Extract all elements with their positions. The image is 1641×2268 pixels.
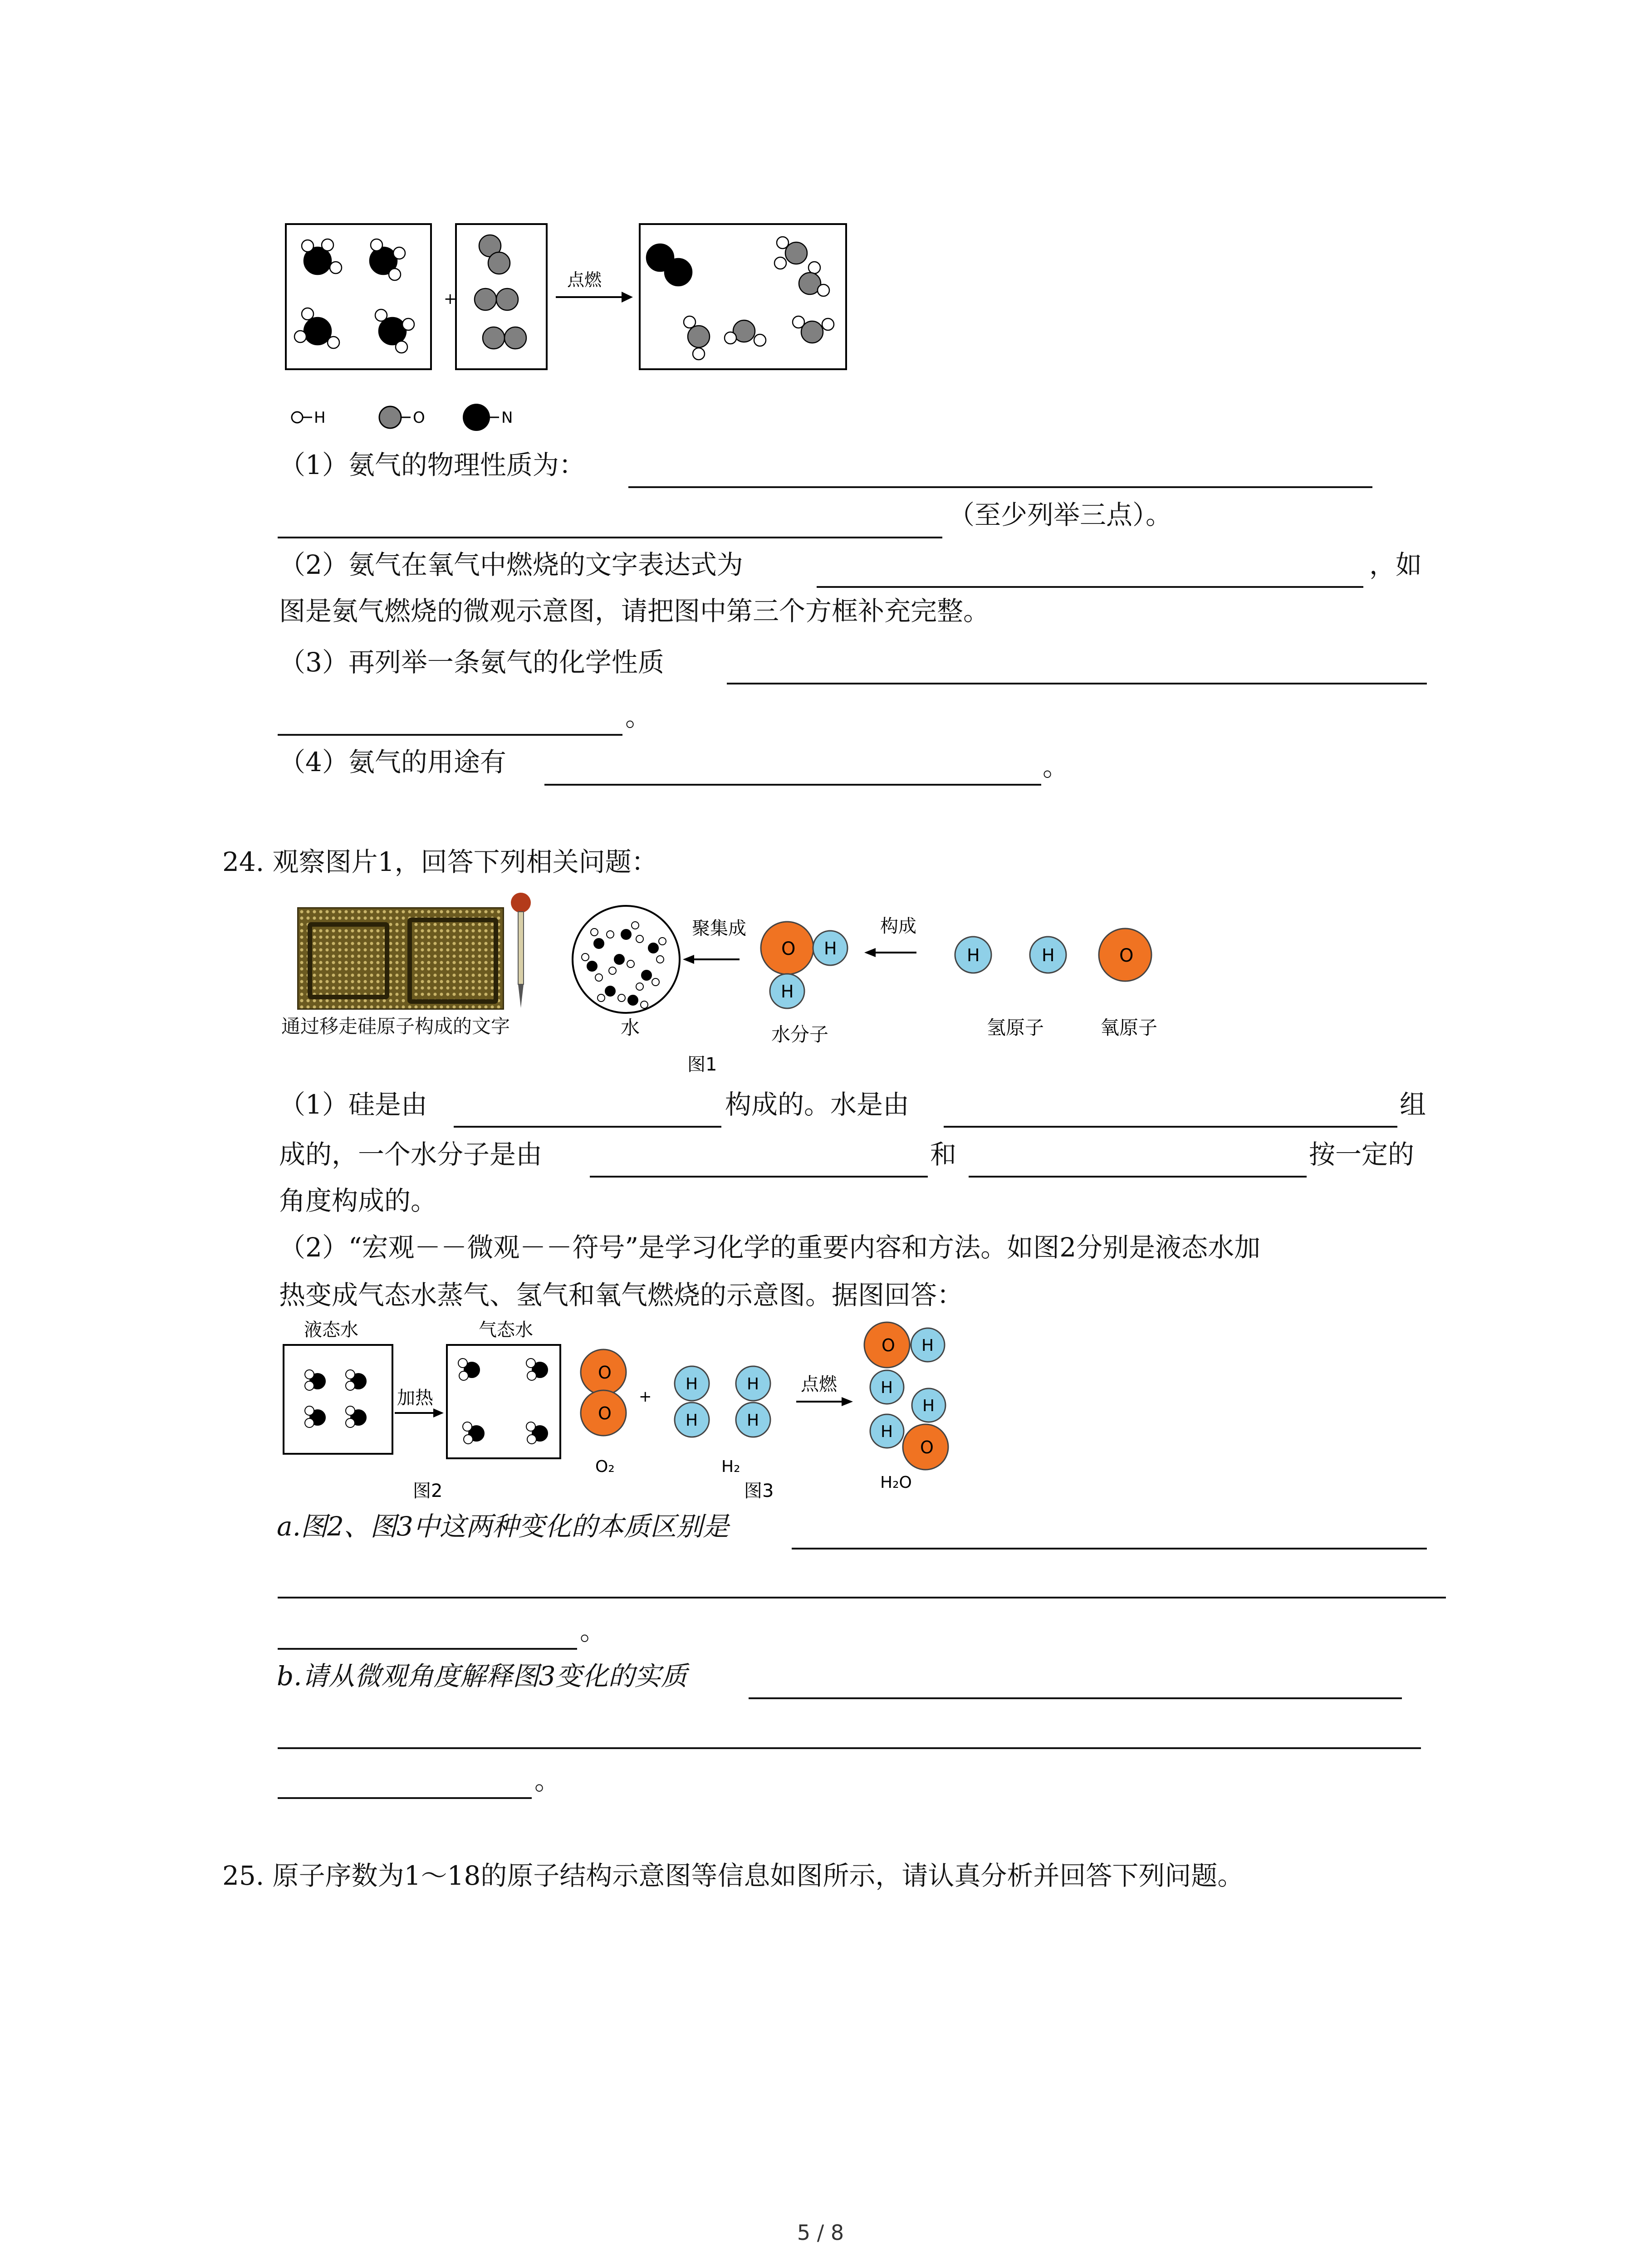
q24-part1-f: 按一定的 — [1309, 1139, 1415, 1170]
q23-part2-line2: 图是氨气燃烧的微观示意图，请把图中第三个方框补充完整。 — [279, 596, 990, 626]
q24-part-b-end: 。 — [534, 1765, 561, 1796]
gaseous-water-label: 气态水 — [479, 1320, 533, 1340]
legend-o-label: O — [413, 409, 425, 427]
q25-stem: 25. 原子序数为1～18的原子结构示意图等信息如图所示，请认真分析并回答下列问题。 — [222, 1860, 1244, 1891]
answer-blank[interactable] — [969, 1176, 1307, 1178]
compose-arrow-label: 构成 — [880, 916, 916, 937]
page-number: 5 / 8 — [797, 2220, 844, 2245]
liquid-water-box — [284, 1345, 392, 1454]
svg-text:H: H — [686, 1411, 698, 1430]
svg-text:H: H — [824, 938, 837, 958]
q24-part1-a: （1）硅是由 — [279, 1089, 427, 1120]
answer-blank[interactable] — [278, 1648, 577, 1650]
figure1-label: 图1 — [687, 1054, 717, 1075]
answer-blank[interactable] — [749, 1697, 1402, 1699]
figure2-label: 图2 — [413, 1481, 443, 1501]
figure3-label: 图3 — [744, 1481, 774, 1501]
answer-blank[interactable] — [944, 1126, 1397, 1128]
answer-blank[interactable] — [817, 586, 1363, 588]
svg-text:H: H — [781, 982, 794, 1002]
q24-part2-line2: 热变成气态水蒸气、氢气和氧气燃烧的示意图。据图回答： — [279, 1280, 964, 1310]
svg-text:O: O — [598, 1363, 612, 1383]
silicon-text-character — [407, 918, 498, 1004]
answer-blank[interactable] — [278, 734, 622, 736]
o2-label: O₂ — [595, 1457, 615, 1476]
liquid-water-molecules — [305, 1370, 366, 1427]
plus-sign: + — [444, 290, 457, 308]
q23-part2-label: （2）氨气在氧气中燃烧的文字表达式为 — [279, 549, 743, 580]
q24-part1-d: 成的，一个水分子是由 — [279, 1139, 543, 1170]
h2-label: H₂ — [721, 1457, 740, 1476]
q24-part1-e: 和 — [930, 1139, 957, 1170]
legend-n-label: N — [501, 409, 513, 427]
answer-blank[interactable] — [544, 784, 1041, 786]
svg-text:H: H — [967, 945, 980, 965]
q24-stem: 24. 观察图片1，回答下列相关问题： — [222, 846, 658, 877]
answer-blank[interactable] — [792, 1548, 1427, 1549]
q23-part1-tail: （至少列举三点）。 — [948, 499, 1172, 530]
q23-part3-end: 。 — [625, 701, 652, 732]
figure2-figure3 — [272, 1318, 998, 1508]
answer-blank[interactable] — [278, 537, 942, 538]
answer-blank[interactable] — [278, 1747, 1421, 1749]
water-molecule-caption: 水分子 — [771, 1023, 829, 1046]
svg-text:O: O — [781, 938, 796, 959]
nitrogen-legend-icon — [463, 404, 490, 431]
svg-text:H: H — [1042, 945, 1055, 965]
silicon-caption: 通过移走硅原子构成的文字 — [281, 1015, 510, 1037]
oxygen-legend-icon — [379, 406, 401, 428]
answer-blank[interactable] — [278, 1597, 1446, 1598]
product-box — [640, 224, 846, 369]
aggregate-arrow-label: 聚集成 — [692, 918, 746, 939]
answer-blank[interactable] — [278, 1797, 532, 1799]
svg-text:H: H — [921, 1336, 934, 1355]
heat-label: 加热 — [397, 1388, 433, 1408]
svg-text:O: O — [882, 1335, 895, 1355]
oxygen-molecules — [475, 235, 526, 349]
q24-part2-line1: （2）“宏观－－微观－－符号”是学习化学的重要内容和方法。如图2分别是液态水加 — [279, 1232, 1261, 1263]
svg-text:O: O — [598, 1403, 612, 1423]
svg-text:H: H — [922, 1397, 935, 1415]
h2o-label: H₂O — [880, 1473, 912, 1492]
silicon-text-character — [308, 922, 389, 999]
liquid-water-label: 液态水 — [304, 1320, 358, 1340]
hydrogen-legend-icon — [292, 412, 303, 423]
q23-part4-label: （4）氨气的用途有 — [279, 747, 506, 777]
answer-blank[interactable] — [727, 683, 1427, 684]
ammonia-molecules — [294, 239, 414, 353]
q24-part1-c: 组 — [1400, 1089, 1426, 1120]
water-structure-figure — [567, 903, 1180, 1080]
oxygen-atom-caption: 氧原子 — [1100, 1017, 1158, 1039]
svg-text:H: H — [881, 1422, 893, 1441]
ammonia-combustion-figure — [272, 218, 862, 445]
q23-part1-label: （1）氨气的物理性质为： — [279, 450, 585, 480]
stm-probe-icon — [507, 889, 534, 1012]
svg-text:O: O — [1119, 945, 1134, 966]
q24-part1-g: 角度构成的。 — [279, 1185, 437, 1216]
q24-part1-b: 构成的。水是由 — [725, 1089, 910, 1120]
q24-part-a-end: 。 — [580, 1615, 607, 1646]
q23-part2-comma: ，如 — [1369, 549, 1422, 580]
answer-blank[interactable] — [628, 486, 1372, 488]
product-molecules — [647, 237, 834, 360]
plus-sign: + — [639, 1388, 652, 1406]
hydrogen-atom-caption: 氢原子 — [987, 1017, 1044, 1039]
water-caption: 水 — [621, 1017, 640, 1039]
legend-h-label: H — [314, 409, 326, 427]
answer-blank[interactable] — [454, 1126, 721, 1128]
q24-part-b-label: b.请从微观角度解释图3变化的实质 — [277, 1661, 687, 1691]
svg-text:O: O — [920, 1437, 934, 1457]
ignite-label: 点燃 — [801, 1374, 837, 1395]
q24-part-a-label: a.图2、图3中这两种变化的本质区别是 — [277, 1511, 729, 1542]
svg-text:H: H — [686, 1375, 698, 1393]
svg-text:H: H — [747, 1375, 759, 1393]
svg-text:H: H — [747, 1411, 759, 1430]
q23-part4-end: 。 — [1043, 751, 1069, 782]
silicon-atom-photo — [297, 907, 504, 1010]
gaseous-water-molecules — [458, 1359, 548, 1444]
q23-part3-label: （3）再列举一条氨气的化学性质 — [279, 647, 664, 678]
atom-legend — [292, 404, 513, 431]
answer-blank[interactable] — [590, 1176, 928, 1178]
svg-text:H: H — [881, 1378, 893, 1397]
ignite-label: 点燃 — [567, 270, 602, 290]
